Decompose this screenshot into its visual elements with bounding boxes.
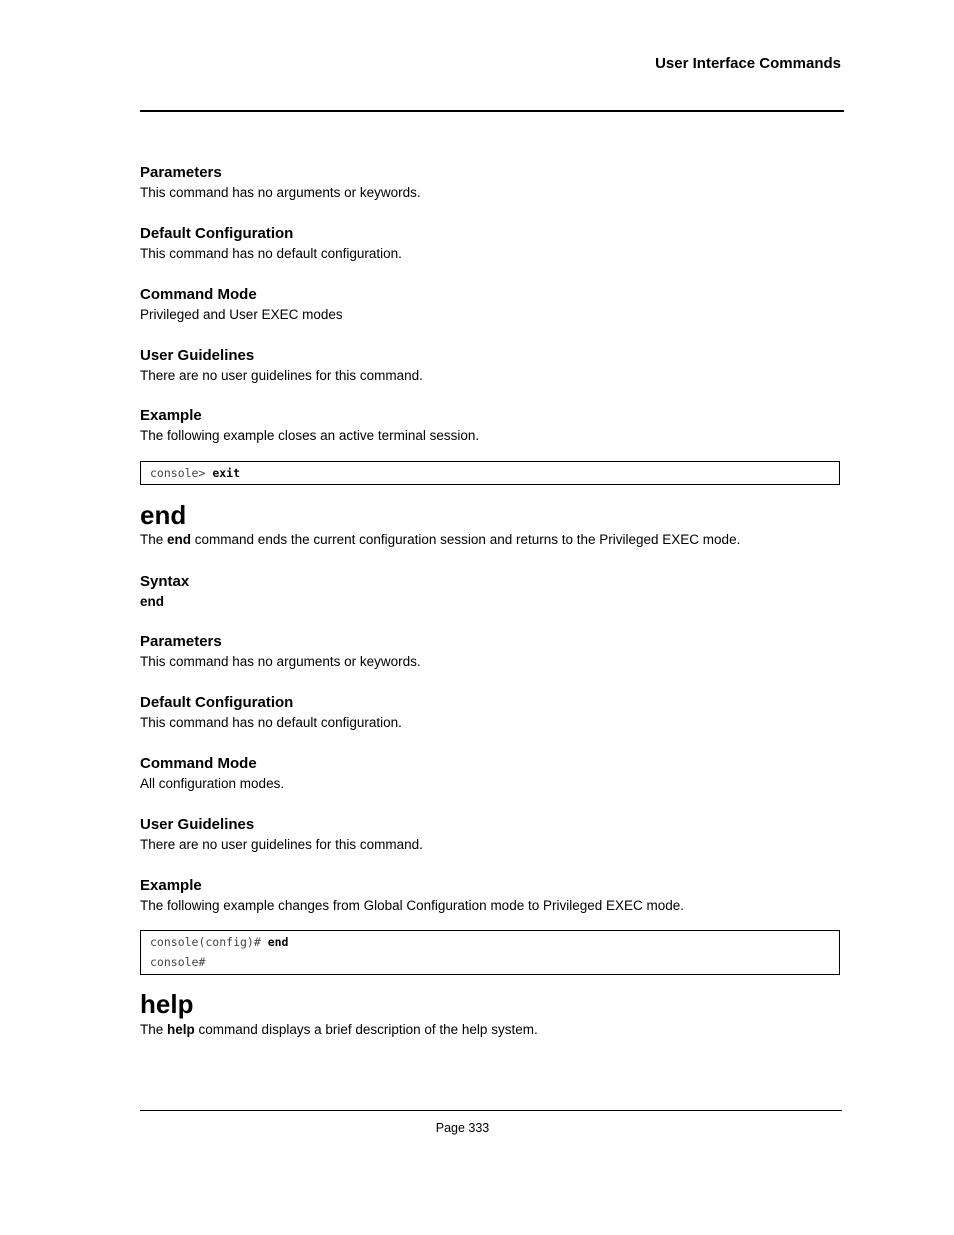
page-number: Page 333 <box>435 1121 490 1135</box>
help-section-title: help <box>140 989 194 1019</box>
exit-mode-heading: Command Mode <box>140 286 257 303</box>
running-header-title: User Interface Commands <box>655 55 841 72</box>
help-intro-command: help <box>167 1022 195 1037</box>
end-default-heading: Default Configuration <box>140 694 294 711</box>
end-example-heading: Example <box>140 877 202 894</box>
exit-parameters-text: This command has no arguments or keywords. <box>140 185 421 200</box>
code-command: exit <box>212 466 241 480</box>
end-default-text: This command has no default configuration. <box>140 715 402 730</box>
exit-mode-block <box>140 286 842 324</box>
end-parameters-block <box>140 633 842 671</box>
code-prompt: console> <box>150 466 213 480</box>
end-guidelines-text: There are no user guidelines for this command. <box>140 837 423 852</box>
footer-divider <box>140 1110 842 1111</box>
help-intro-suffix: command displays a brief description of the help system. <box>194 1022 538 1037</box>
end-parameters-text: This command has no arguments or keywords. <box>140 654 421 669</box>
code-prompt: console(config)# <box>150 935 268 949</box>
exit-parameters-heading: Parameters <box>140 164 222 181</box>
exit-default-text: This command has no default configuration. <box>140 246 402 261</box>
end-intro <box>140 531 842 549</box>
exit-code-example <box>140 461 840 485</box>
exit-example-text: The following example closes an active terminal session. <box>140 428 480 443</box>
end-mode-block <box>140 755 842 793</box>
help-intro <box>140 1021 842 1039</box>
code-output-line: console# <box>150 955 206 969</box>
end-syntax-heading: Syntax <box>140 573 190 590</box>
exit-default-heading: Default Configuration <box>140 225 294 242</box>
end-section-title-block <box>140 500 842 549</box>
end-guidelines-block <box>140 816 842 854</box>
exit-guidelines-heading: User Guidelines <box>140 347 255 364</box>
end-intro-suffix: command ends the current configuration session and returns to the Privileged EXEC mode. <box>191 532 741 547</box>
end-default-block <box>140 694 842 732</box>
end-guidelines-heading: User Guidelines <box>140 816 255 833</box>
end-example-text: The following example changes from Global Configuration mode to Privileged EXEC mode. <box>140 898 685 913</box>
exit-guidelines-text: There are no user guidelines for this command. <box>140 368 423 383</box>
end-parameters-heading: Parameters <box>140 633 222 650</box>
help-section-title-block <box>140 989 842 1039</box>
end-code-example <box>140 930 840 975</box>
exit-example-heading: Example <box>140 407 202 424</box>
end-syntax-text: end <box>140 594 165 609</box>
end-mode-text: All configuration modes. <box>140 776 285 791</box>
end-intro-command: end <box>167 532 192 547</box>
header-divider <box>140 110 844 112</box>
exit-default-block <box>140 225 842 263</box>
exit-mode-text: Privileged and User EXEC modes <box>140 307 343 322</box>
exit-guidelines-block <box>140 347 842 385</box>
end-syntax-block <box>140 573 842 611</box>
exit-example-block <box>140 407 842 445</box>
end-section-title: end <box>140 500 187 530</box>
exit-parameters-block <box>140 164 842 202</box>
help-intro-prefix: The <box>140 1022 168 1037</box>
end-example-block <box>140 877 842 915</box>
end-intro-prefix: The <box>140 532 168 547</box>
code-command: end <box>267 935 289 949</box>
end-mode-heading: Command Mode <box>140 755 257 772</box>
